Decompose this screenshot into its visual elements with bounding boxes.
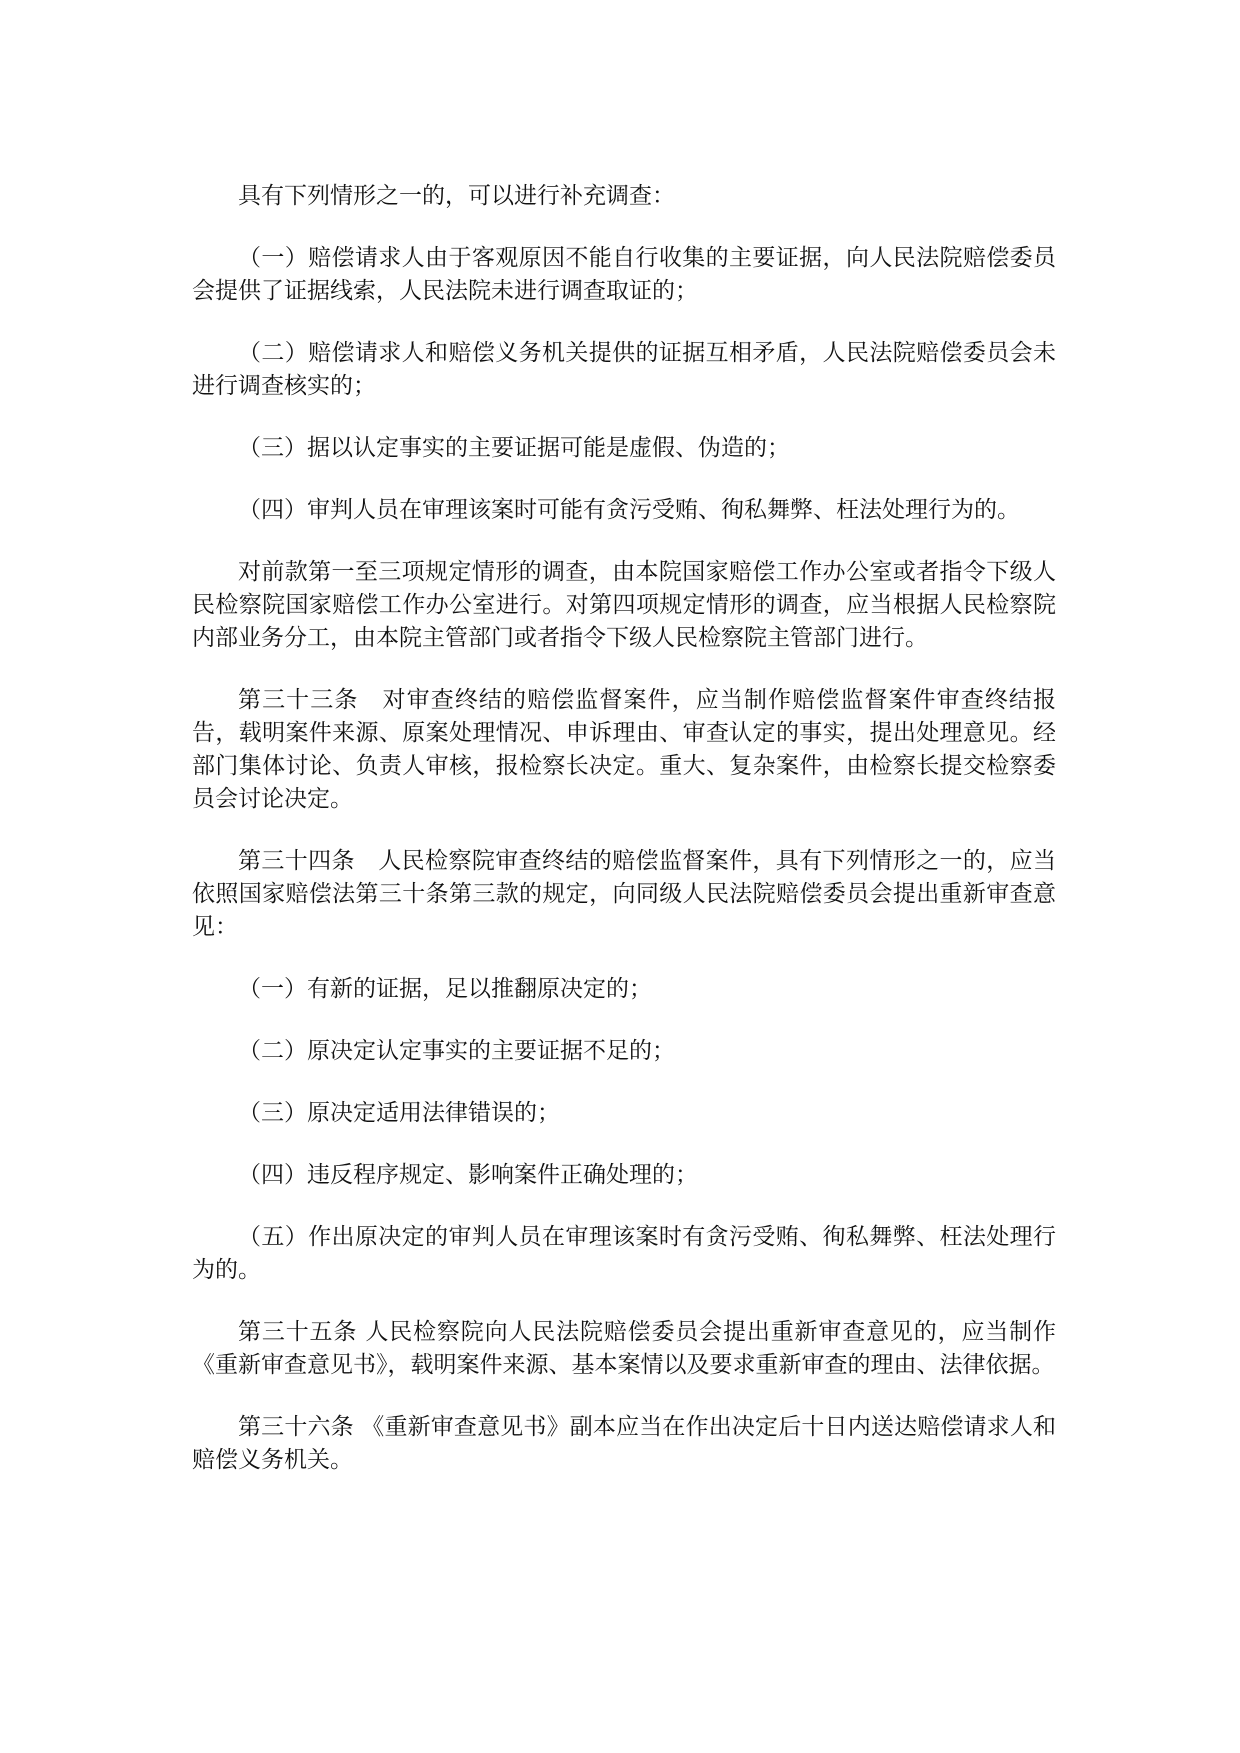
paragraph-article-34: 第三十四条 人民检察院审查终结的赔偿监督案件，具有下列情形之一的，应当依照国家赔偿法第三十条第三款的规定，向同级人民法院赔偿委员会提出重新审查意见： xyxy=(192,848,1056,940)
paragraph-investigation-rule: 对前款第一至三项规定情形的调查，由本院国家赔偿工作办公室或者指令下级人民检察院国家赔偿工作办公室进行。对第四项规定情形的调查，应当根据人民检察院内部业务分工，由本院主管部门或者指令下级人民检察院主管部门进行。 xyxy=(192,559,1056,651)
paragraph-item-1: （一）赔偿请求人由于客观原因不能自行收集的主要证据，向人民法院赔偿委员会提供了证据线索，人民法院未进行调查取证的； xyxy=(192,245,1056,304)
paragraph-intro: 具有下列情形之一的，可以进行补充调查： xyxy=(238,183,675,209)
paragraph-article-34-item-3: （三）原决定适用法律错误的； xyxy=(238,1100,560,1126)
paragraph-article-34-item-1: （一）有新的证据，足以推翻原决定的； xyxy=(238,976,652,1002)
paragraph-article-36: 第三十六条 《重新审查意见书》副本应当在作出决定后十日内送达赔偿请求人和赔偿义务机关。 xyxy=(192,1414,1056,1473)
paragraph-article-34-item-4: （四）违反程序规定、影响案件正确处理的； xyxy=(238,1162,698,1188)
paragraph-article-35: 第三十五条 人民检察院向人民法院赔偿委员会提出重新审查意见的，应当制作《重新审查意见书》，载明案件来源、基本案情以及要求重新审查的理由、法律依据。 xyxy=(192,1319,1056,1378)
paragraph-item-3: （三）据以认定事实的主要证据可能是虚假、伪造的； xyxy=(238,435,790,461)
document-body xyxy=(192,180,1056,1506)
paragraph-article-34-item-2: （二）原决定认定事实的主要证据不足的； xyxy=(238,1038,675,1064)
paragraph-article-34-item-5: （五）作出原决定的审判人员在审理该案时有贪污受贿、徇私舞弊、枉法处理行为的。 xyxy=(192,1224,1056,1283)
paragraph-item-2: （二）赔偿请求人和赔偿义务机关提供的证据互相矛盾，人民法院赔偿委员会未进行调查核实的； xyxy=(192,340,1056,399)
paragraph-item-4: （四）审判人员在审理该案时可能有贪污受贿、徇私舞弊、枉法处理行为的。 xyxy=(238,497,1020,523)
paragraph-article-33: 第三十三条 对审查终结的赔偿监督案件，应当制作赔偿监督案件审查终结报告，载明案件来源、原案处理情况、申诉理由、审查认定的事实，提出处理意见。经部门集体讨论、负责人审核，报检察长决定。重大、复杂案件，由检察长提交检察委员会讨论决定。 xyxy=(192,687,1056,812)
